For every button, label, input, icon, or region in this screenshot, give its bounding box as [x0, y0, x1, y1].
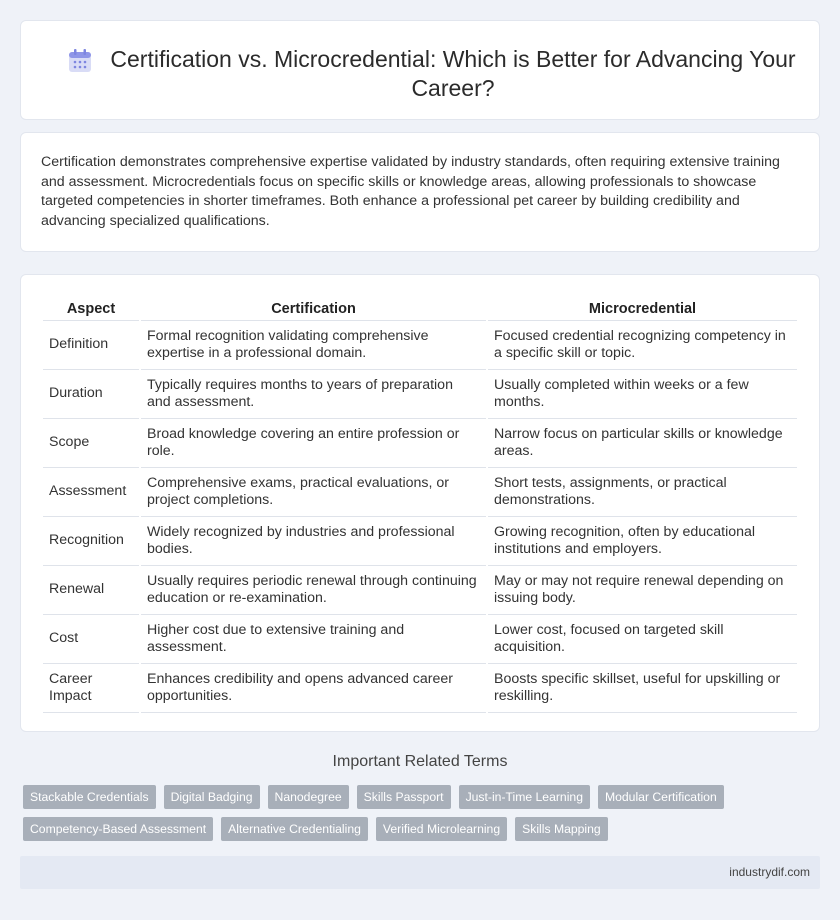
table-row: [43, 517, 797, 566]
row-aspect: Cost: [43, 615, 139, 664]
term-tag[interactable]: Nanodegree: [268, 785, 349, 809]
title-card: [20, 20, 820, 120]
row-microcredential: Narrow focus on particular skills or knowledge areas.: [488, 419, 797, 468]
related-terms-row: [23, 785, 723, 809]
term-tag[interactable]: Skills Mapping: [515, 817, 608, 841]
row-aspect: Assessment: [43, 468, 139, 517]
row-certification: Broad knowledge covering an entire profession or role.: [141, 419, 486, 468]
row-microcredential: Growing recognition, often by educational institutions and employers.: [488, 517, 797, 566]
row-microcredential: Usually completed within weeks or a few months.: [488, 370, 797, 419]
term-tag[interactable]: Modular Certification: [598, 785, 724, 809]
table-row: [43, 419, 797, 468]
row-aspect: Recognition: [43, 517, 139, 566]
row-certification: Typically requires months to years of preparation and assessment.: [141, 370, 486, 419]
row-microcredential: Boosts specific skillset, useful for upskilling or reskilling.: [488, 664, 797, 713]
row-aspect: Definition: [43, 321, 139, 370]
comparison-card: [20, 274, 820, 732]
row-aspect: Duration: [43, 370, 139, 419]
term-tag[interactable]: Just-in-Time Learning: [459, 785, 590, 809]
intro-paragraph: Certification demonstrates comprehensive expertise validated by industry standards, often requiring extensive training and assessment. Microcredentials focus on specific skills or knowledge areas, allowing professionals to showcase targeted competencies in shorter timeframes. Both enhance a professional pet career by building credibility and advancing specialized qualifications.: [41, 154, 780, 229]
term-tag[interactable]: Digital Badging: [164, 785, 260, 809]
row-certification: Comprehensive exams, practical evaluations, or project completions.: [141, 468, 486, 517]
row-certification: Enhances credibility and opens advanced career opportunities.: [141, 664, 486, 713]
table-row: [43, 664, 797, 713]
table-row: [43, 321, 797, 370]
term-tag[interactable]: Skills Passport: [357, 785, 451, 809]
row-microcredential: Short tests, assignments, or practical demonstrations.: [488, 468, 797, 517]
row-microcredential: May or may not require renewal depending on issuing body.: [488, 566, 797, 615]
term-tag[interactable]: Stackable Credentials: [23, 785, 156, 809]
row-certification: Widely recognized by industries and professional bodies.: [141, 517, 486, 566]
row-certification: Formal recognition validating comprehensive expertise in a professional domain.: [141, 321, 486, 370]
footer-site-link[interactable]: industrydif.com: [729, 865, 810, 879]
intro-card: [20, 132, 820, 252]
row-aspect: Scope: [43, 419, 139, 468]
table-row: [43, 468, 797, 517]
term-tag[interactable]: Verified Microlearning: [376, 817, 507, 841]
table-row: [43, 566, 797, 615]
row-certification: Usually requires periodic renewal through continuing education or re-examination.: [141, 566, 486, 615]
row-microcredential: Focused credential recognizing competency in a specific skill or topic.: [488, 321, 797, 370]
calendar-icon: [67, 48, 93, 74]
comparison-table: [41, 295, 799, 713]
row-aspect: Career Impact: [43, 664, 139, 713]
related-terms-row: [23, 817, 723, 841]
header-aspect: Aspect: [43, 295, 139, 321]
header-certification: Certification: [141, 295, 486, 321]
table-header-row: [43, 295, 797, 321]
related-terms-list: [23, 785, 723, 849]
header-microcredential: Microcredential: [488, 295, 797, 321]
footer-bar: [20, 856, 820, 889]
page-title: Certification vs. Microcredential: Which is Better for Advancing Your Career?: [110, 46, 796, 101]
row-aspect: Renewal: [43, 566, 139, 615]
row-microcredential: Lower cost, focused on targeted skill acquisition.: [488, 615, 797, 664]
related-terms-heading: Important Related Terms: [332, 753, 508, 770]
table-row: [43, 615, 797, 664]
term-tag[interactable]: Competency-Based Assessment: [23, 817, 213, 841]
table-row: [43, 370, 797, 419]
term-tag[interactable]: Alternative Credentialing: [221, 817, 368, 841]
row-certification: Higher cost due to extensive training and assessment.: [141, 615, 486, 664]
